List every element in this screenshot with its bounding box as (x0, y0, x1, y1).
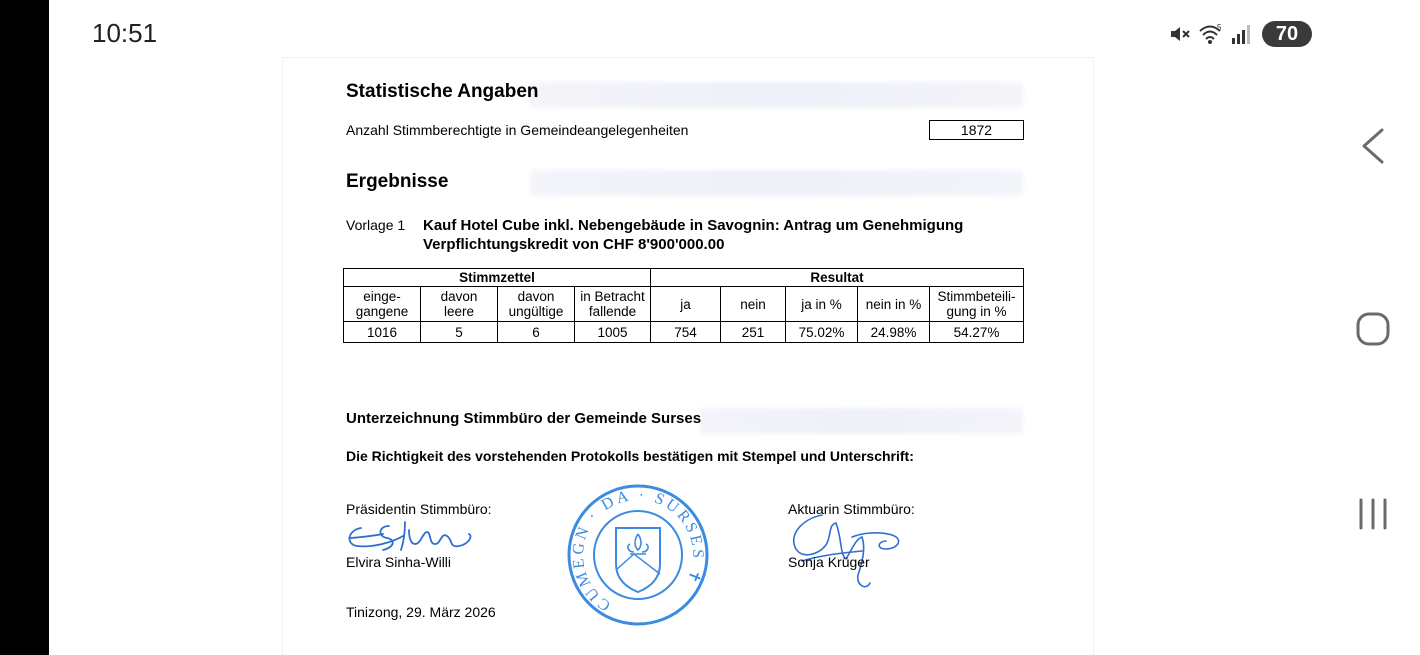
table-row (344, 322, 1024, 343)
actuary-name: Sonja Krüger (788, 554, 870, 570)
svg-text:CUMEGN · DA · SURSES ✝: CUMEGN · DA · SURSES ✝ (569, 486, 707, 615)
home-icon[interactable] (1356, 312, 1390, 351)
president-label: Präsidentin Stimmbüro: (346, 501, 492, 517)
column-header: davon leere (421, 287, 498, 322)
table-cell: 54.27% (930, 322, 1024, 343)
column-header: ja in % (786, 287, 858, 322)
vorlage-title-line-2: Verpflichtungskredit von CHF 8'900'000.00 (423, 236, 725, 253)
column-header: in Betracht fallende (575, 287, 651, 322)
place-date: Tinizong, 29. März 2026 (346, 604, 496, 620)
actuary-label: Aktuarin Stimmbüro: (788, 501, 915, 517)
table-cell: 1016 (344, 322, 421, 343)
table-cell: 6 (498, 322, 575, 343)
scan-artifact (530, 170, 1023, 196)
column-header: nein (721, 287, 786, 322)
table-group-header-row (344, 269, 1024, 287)
table-column-header-row (344, 287, 1024, 322)
group-header-stimmzettel: Stimmzettel (344, 269, 651, 287)
scan-artifact (530, 82, 1023, 108)
vorlage-title (423, 216, 983, 254)
left-black-bar (0, 0, 49, 655)
wifi-icon (1198, 22, 1224, 46)
vorlage-label: Vorlage 1 (346, 217, 406, 233)
recent-apps-icon[interactable] (1357, 498, 1389, 535)
battery-indicator: 70 (1262, 21, 1312, 47)
eligible-label: Anzahl Stimmberechtigte in Gemeindeangelegenheiten (346, 122, 689, 138)
signing-heading: Unterzeichnung Stimmbüro der Gemeinde Surses (346, 410, 702, 427)
svg-text:5: 5 (1217, 23, 1222, 32)
vorlage-title-line-1: Kauf Hotel Cube inkl. Nebengebäude in Savognin: Antrag um Genehmigung (423, 217, 964, 234)
column-header: nein in % (858, 287, 930, 322)
scan-artifact (700, 408, 1023, 434)
column-header: davon ungültige (498, 287, 575, 322)
table-cell: 251 (721, 322, 786, 343)
group-header-resultat: Resultat (651, 269, 1024, 287)
table-cell: 754 (651, 322, 721, 343)
president-name: Elvira Sinha-Willi (346, 554, 452, 570)
column-header: Stimmbeteili- gung in % (930, 287, 1024, 322)
table-cell: 24.98% (858, 322, 930, 343)
mute-icon (1168, 22, 1192, 46)
signal-icon (1230, 22, 1252, 46)
table-cell: 1005 (575, 322, 651, 343)
status-icons (1168, 20, 1312, 48)
results-table (343, 268, 1024, 343)
confirmation-text: Die Richtigkeit des vorstehenden Protokolls bestätigen mit Stempel und Unterschrift: (346, 448, 914, 464)
status-time: 10:51 (92, 18, 158, 48)
table-cell: 75.02% (786, 322, 858, 343)
table-cell: 5 (421, 322, 498, 343)
eligible-value: 1872 (929, 120, 1024, 140)
stats-heading: Statistische Angaben (346, 81, 539, 102)
municipal-stamp (564, 482, 712, 633)
column-header: ja (651, 287, 721, 322)
results-heading: Ergebnisse (346, 171, 449, 192)
column-header: einge- gangene (344, 287, 421, 322)
back-icon[interactable] (1360, 128, 1386, 169)
